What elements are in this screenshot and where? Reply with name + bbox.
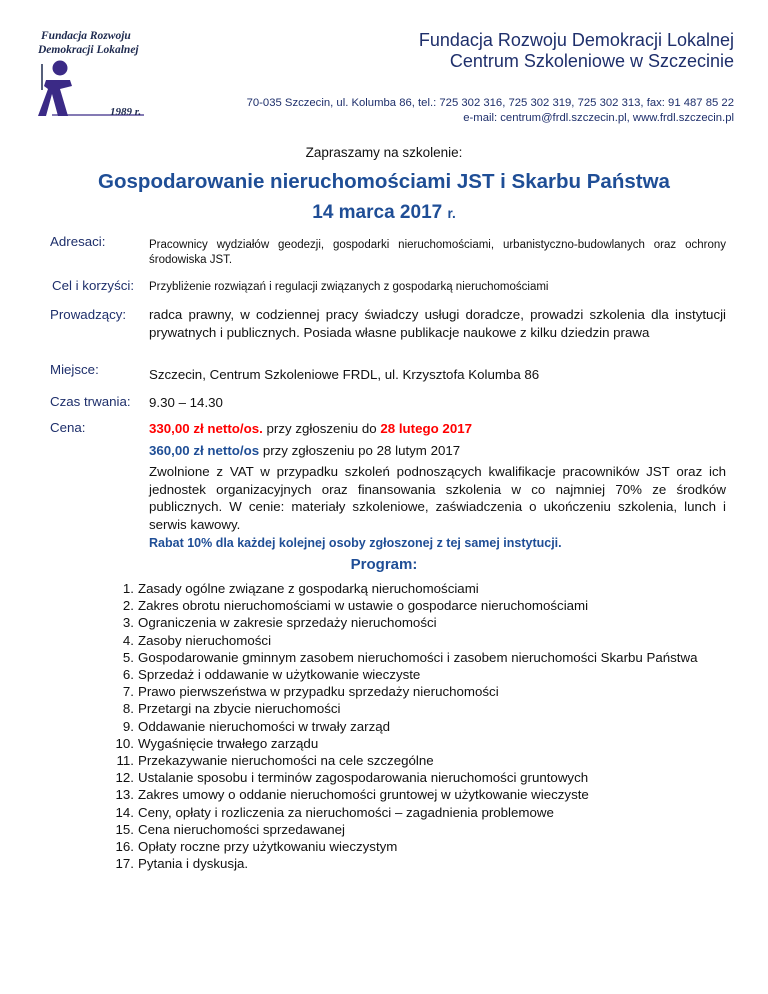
program-item-number: 11. (116, 753, 134, 769)
program-item-number: 2. (122, 598, 134, 614)
program-item-text: Cena nieruchomości sprzedawanej (138, 821, 345, 837)
program-item-number: 13. (115, 787, 134, 803)
frdl-logo (38, 26, 168, 126)
row-prowadzacy (50, 304, 726, 362)
program-item-number: 10. (115, 735, 134, 751)
training-title: Gospodarowanie nieruchomościami JST i Skarbu Państwa (98, 170, 670, 193)
program-item-number: 6. (122, 667, 134, 683)
program-item-number: 15. (115, 821, 134, 837)
program-item-text: Ograniczenia w zakresie sprzedaży nieruchomości (138, 615, 437, 631)
program-item (108, 580, 728, 597)
logo-text-line2: Demokracji Lokalnej (38, 44, 139, 56)
program-item (108, 683, 728, 700)
program-item-number: 17. (115, 856, 134, 872)
program-item-number: 1. (122, 581, 134, 596)
miejsce-value: Szczecin, Centrum Szkoleniowe FRDL, ul. Krzysztofa Kolumba 86 (149, 367, 540, 382)
program-item-number: 7. (122, 684, 134, 700)
row-cena (50, 416, 726, 553)
organization-name: Fundacja Rozwoju Demokracji Lokalnej (418, 30, 734, 50)
price-late (149, 442, 726, 460)
program-item-text: Przekazywanie nieruchomości na cele szczególne (138, 753, 434, 769)
program-item-number: 4. (122, 632, 134, 648)
program-item-number: 16. (115, 839, 134, 855)
price-late-amount: 360,00 zł netto/os (149, 442, 260, 458)
program-item (108, 786, 728, 803)
program-item-text: Zasoby nieruchomości (138, 632, 272, 648)
cel-label: Cel i korzyści: (52, 278, 135, 293)
program-item-text: Gospodarowanie gminnym zasobem nieruchomości i zasobem nieruchomości Skarbu Państwa (138, 649, 698, 665)
miejsce-label: Miejsce: (50, 362, 99, 377)
czas-value: 9.30 – 14.30 (149, 395, 223, 410)
program-item (108, 752, 728, 769)
program-item-number: 9. (122, 718, 134, 734)
logo-year: 1989 r. (110, 106, 142, 118)
program-list (108, 580, 728, 872)
program-item (108, 855, 728, 872)
contact-address: 70-035 Szczecin, ul. Kolumba 86, tel.: 725 302 316, 725 302 319, 725 302 313, fax: 91 487 85 22 (246, 97, 734, 109)
training-date (0, 202, 768, 224)
vat-note: Zwolnione z VAT w przypadku szkoleń podnoszących kwalifikacje pracowników JST oraz ich jednostek organizacyjnych oraz finansowania szkolenia w co najmniej 70% ze środków publicznych. W cenie: materiały szkoleniowe, zaświadczenia o ukończeniu szkolenia, lunch i serwis kawowy. (149, 464, 726, 532)
program-item (108, 718, 728, 735)
program-item-text: Opłaty roczne przy użytkowaniu wieczystym (138, 839, 398, 855)
row-adresaci (50, 234, 726, 278)
program-item-text: Ceny, opłaty i rozliczenia za nieruchomości – zagadnienia problemowe (138, 804, 554, 820)
price-early-text: przy zgłoszeniu do (266, 421, 377, 436)
program-item (108, 838, 728, 855)
adresaci-label: Adresaci: (50, 234, 106, 249)
adresaci-value: Pracownicy wydziałów geodezji, gospodarki nieruchomościami, urbanistyczno-budowlanych oraz ochrony środowiska JST. (149, 239, 726, 266)
program-item (108, 614, 728, 631)
row-miejsce (50, 362, 726, 390)
organization-header (247, 30, 734, 126)
program-item (108, 821, 728, 838)
program-item-text: Oddawanie nieruchomości w trwały zarząd (138, 718, 391, 734)
program-item (108, 735, 728, 752)
program-item-number: 12. (115, 770, 134, 786)
prowadzacy-value: radca prawny, w codziennej pracy świadczy usługi doradcze, prowadzi szkolenia dla instytucji prywatnych i publicznych. Posiada własne publikacje naukowe z kilku dziedzin prawa (149, 307, 726, 340)
training-info (50, 234, 726, 553)
program-item-text: Przetargi na zbycie nieruchomości (138, 701, 341, 717)
prowadzacy-label: Prowadzący: (50, 307, 127, 322)
cel-value: Przybliżenie rozwiązań i regulacji związanych z gospodarką nieruchomościami (149, 281, 549, 293)
program-item-text: Zakres umowy o oddanie nieruchomości gruntowej w użytkowanie wieczyste (138, 787, 589, 803)
contact-email: e-mail: centrum@frdl.szczecin.pl, www.frdl.szczecin.pl (463, 112, 734, 124)
row-czas (50, 390, 726, 416)
program-item-text: Ustalanie sposobu i terminów zagospodarowania nieruchomości gruntowych (138, 770, 589, 786)
program-item (108, 597, 728, 614)
program-item (108, 649, 728, 666)
program-item-text: Sprzedaż i oddawanie w użytkowanie wieczyste (138, 667, 421, 683)
program-item (108, 666, 728, 683)
logo-text-line1: Fundacja Rozwoju (41, 30, 131, 42)
date-suffix: r. (447, 206, 456, 221)
center-name: Centrum Szkoleniowe w Szczecinie (449, 51, 734, 71)
program-item-text: Prawo pierwszeństwa w przypadku sprzedaży nieruchomości (138, 684, 499, 700)
program-item-number: 5. (122, 649, 134, 665)
program-item-number: 14. (115, 804, 134, 820)
program-item-number: 8. (122, 701, 134, 717)
program-item (108, 804, 728, 821)
discount-note: Rabat 10% dla każdej kolejnej osoby zgłoszonej z tej samej instytucji. (149, 536, 562, 550)
program-item-text: Pytania i dyskusja. (138, 856, 249, 872)
program-item-text: Wygaśnięcie trwałego zarządu (138, 735, 319, 751)
price-early-deadline: 28 lutego 2017 (380, 421, 473, 436)
price-early (149, 420, 726, 438)
row-cel (50, 278, 726, 304)
program-title: Program: (350, 556, 418, 573)
program-item (108, 769, 728, 786)
program-item-text: Zasady ogólne związane z gospodarką nieruchomościami (138, 581, 479, 596)
program-item-text: Zakres obrotu nieruchomościami w ustawie o gospodarce nieruchomościami (138, 598, 589, 614)
cena-label: Cena: (50, 420, 86, 435)
invitation-text: Zapraszamy na szkolenie: (305, 145, 463, 160)
czas-label: Czas trwania: (50, 394, 131, 409)
price-late-text: przy zgłoszeniu po 28 lutym 2017 (262, 442, 461, 458)
program-item (108, 632, 728, 649)
price-early-amount: 330,00 zł netto/os. (149, 421, 263, 436)
program-item (108, 700, 728, 717)
program-item-number: 3. (122, 615, 134, 631)
date-main: 14 marca 2017 (312, 202, 443, 223)
